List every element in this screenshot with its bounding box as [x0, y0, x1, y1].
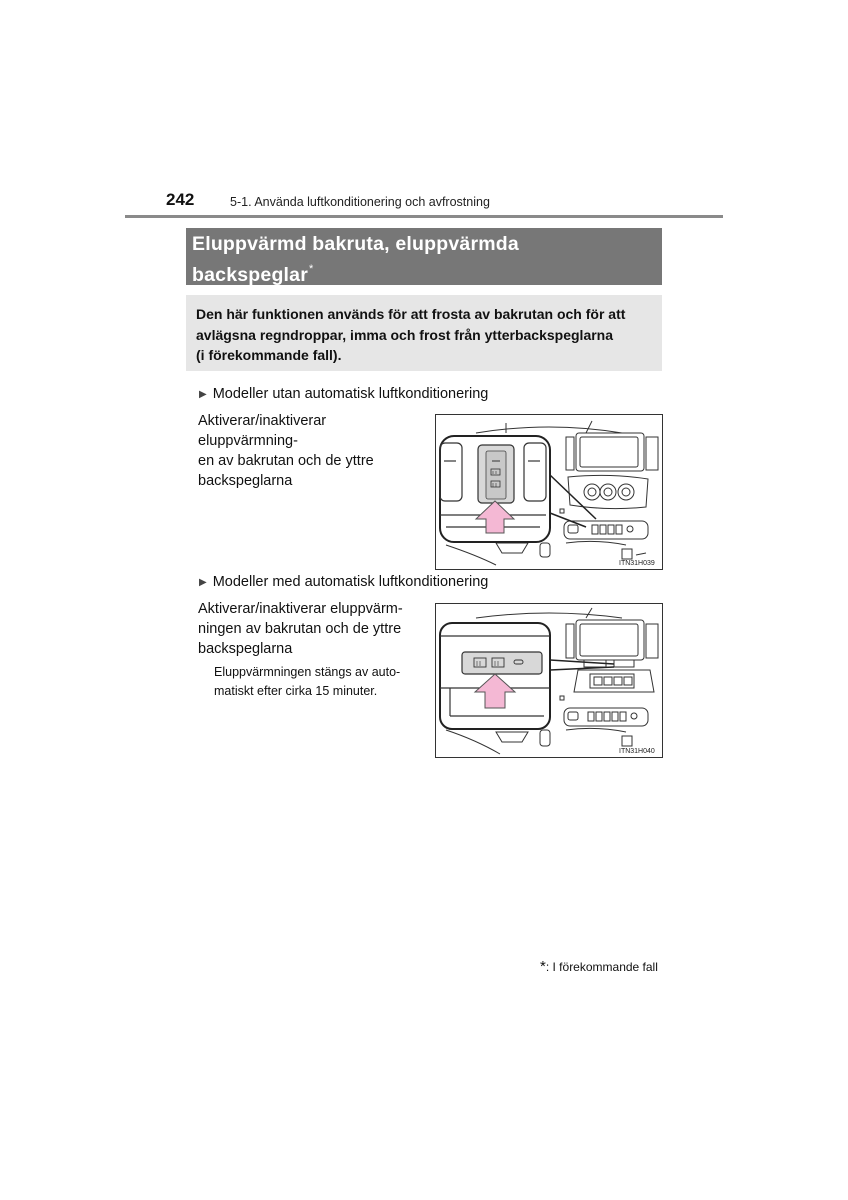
- figure-code: ITN31H040: [619, 748, 655, 755]
- page-title: [186, 228, 662, 285]
- bullet-triangle-icon: ▶: [199, 577, 207, 588]
- title-line-1: Eluppvärmd bakruta, eluppvärmda: [192, 233, 519, 255]
- section-text-manual-ac: Aktiverar/inaktiverar eluppvärmning- en av bakrutan och de yttre backspeglarna: [198, 413, 374, 489]
- section-heading-manual-ac: ▶ Modeller utan automatisk luftkonditionering: [199, 386, 489, 402]
- optional-marker: *: [309, 263, 314, 275]
- dashboard-figure-manual-ac: [435, 414, 663, 570]
- figure-code: ITN31H039: [619, 560, 655, 567]
- auto-off-note: Eluppvärmningen stängs av auto- matiskt efter cirka 15 minuter.: [214, 665, 401, 698]
- section-heading-auto-ac: ▶ Modeller med automatisk luftkonditionering: [199, 574, 489, 590]
- intro-box: [186, 295, 662, 371]
- title-line-2: backspeglar: [192, 264, 309, 286]
- footnote-text: : I förekommande fall: [545, 960, 658, 974]
- section-text-auto-ac: Aktiverar/inaktiverar eluppvärm- ningen av bakrutan och de yttre backspeglarna: [198, 601, 403, 657]
- page-number: 242: [166, 190, 195, 209]
- section-title: 5-1. Använda luftkonditionering och avfrostning: [230, 195, 490, 209]
- header-divider: [125, 215, 723, 218]
- bullet-triangle-icon: ▶: [199, 389, 207, 400]
- dashboard-figure-auto-ac: [435, 603, 663, 758]
- intro-line-1: Den här funktionen används för att frosta av bakrutan och för att: [196, 306, 626, 322]
- footnote: [540, 958, 658, 975]
- intro-line-2: avlägsna regndroppar, imma och frost från ytterbackspeglarna: [196, 326, 614, 343]
- intro-line-3: (i förekommande fall).: [196, 347, 342, 363]
- footnote-marker: *: [540, 958, 546, 975]
